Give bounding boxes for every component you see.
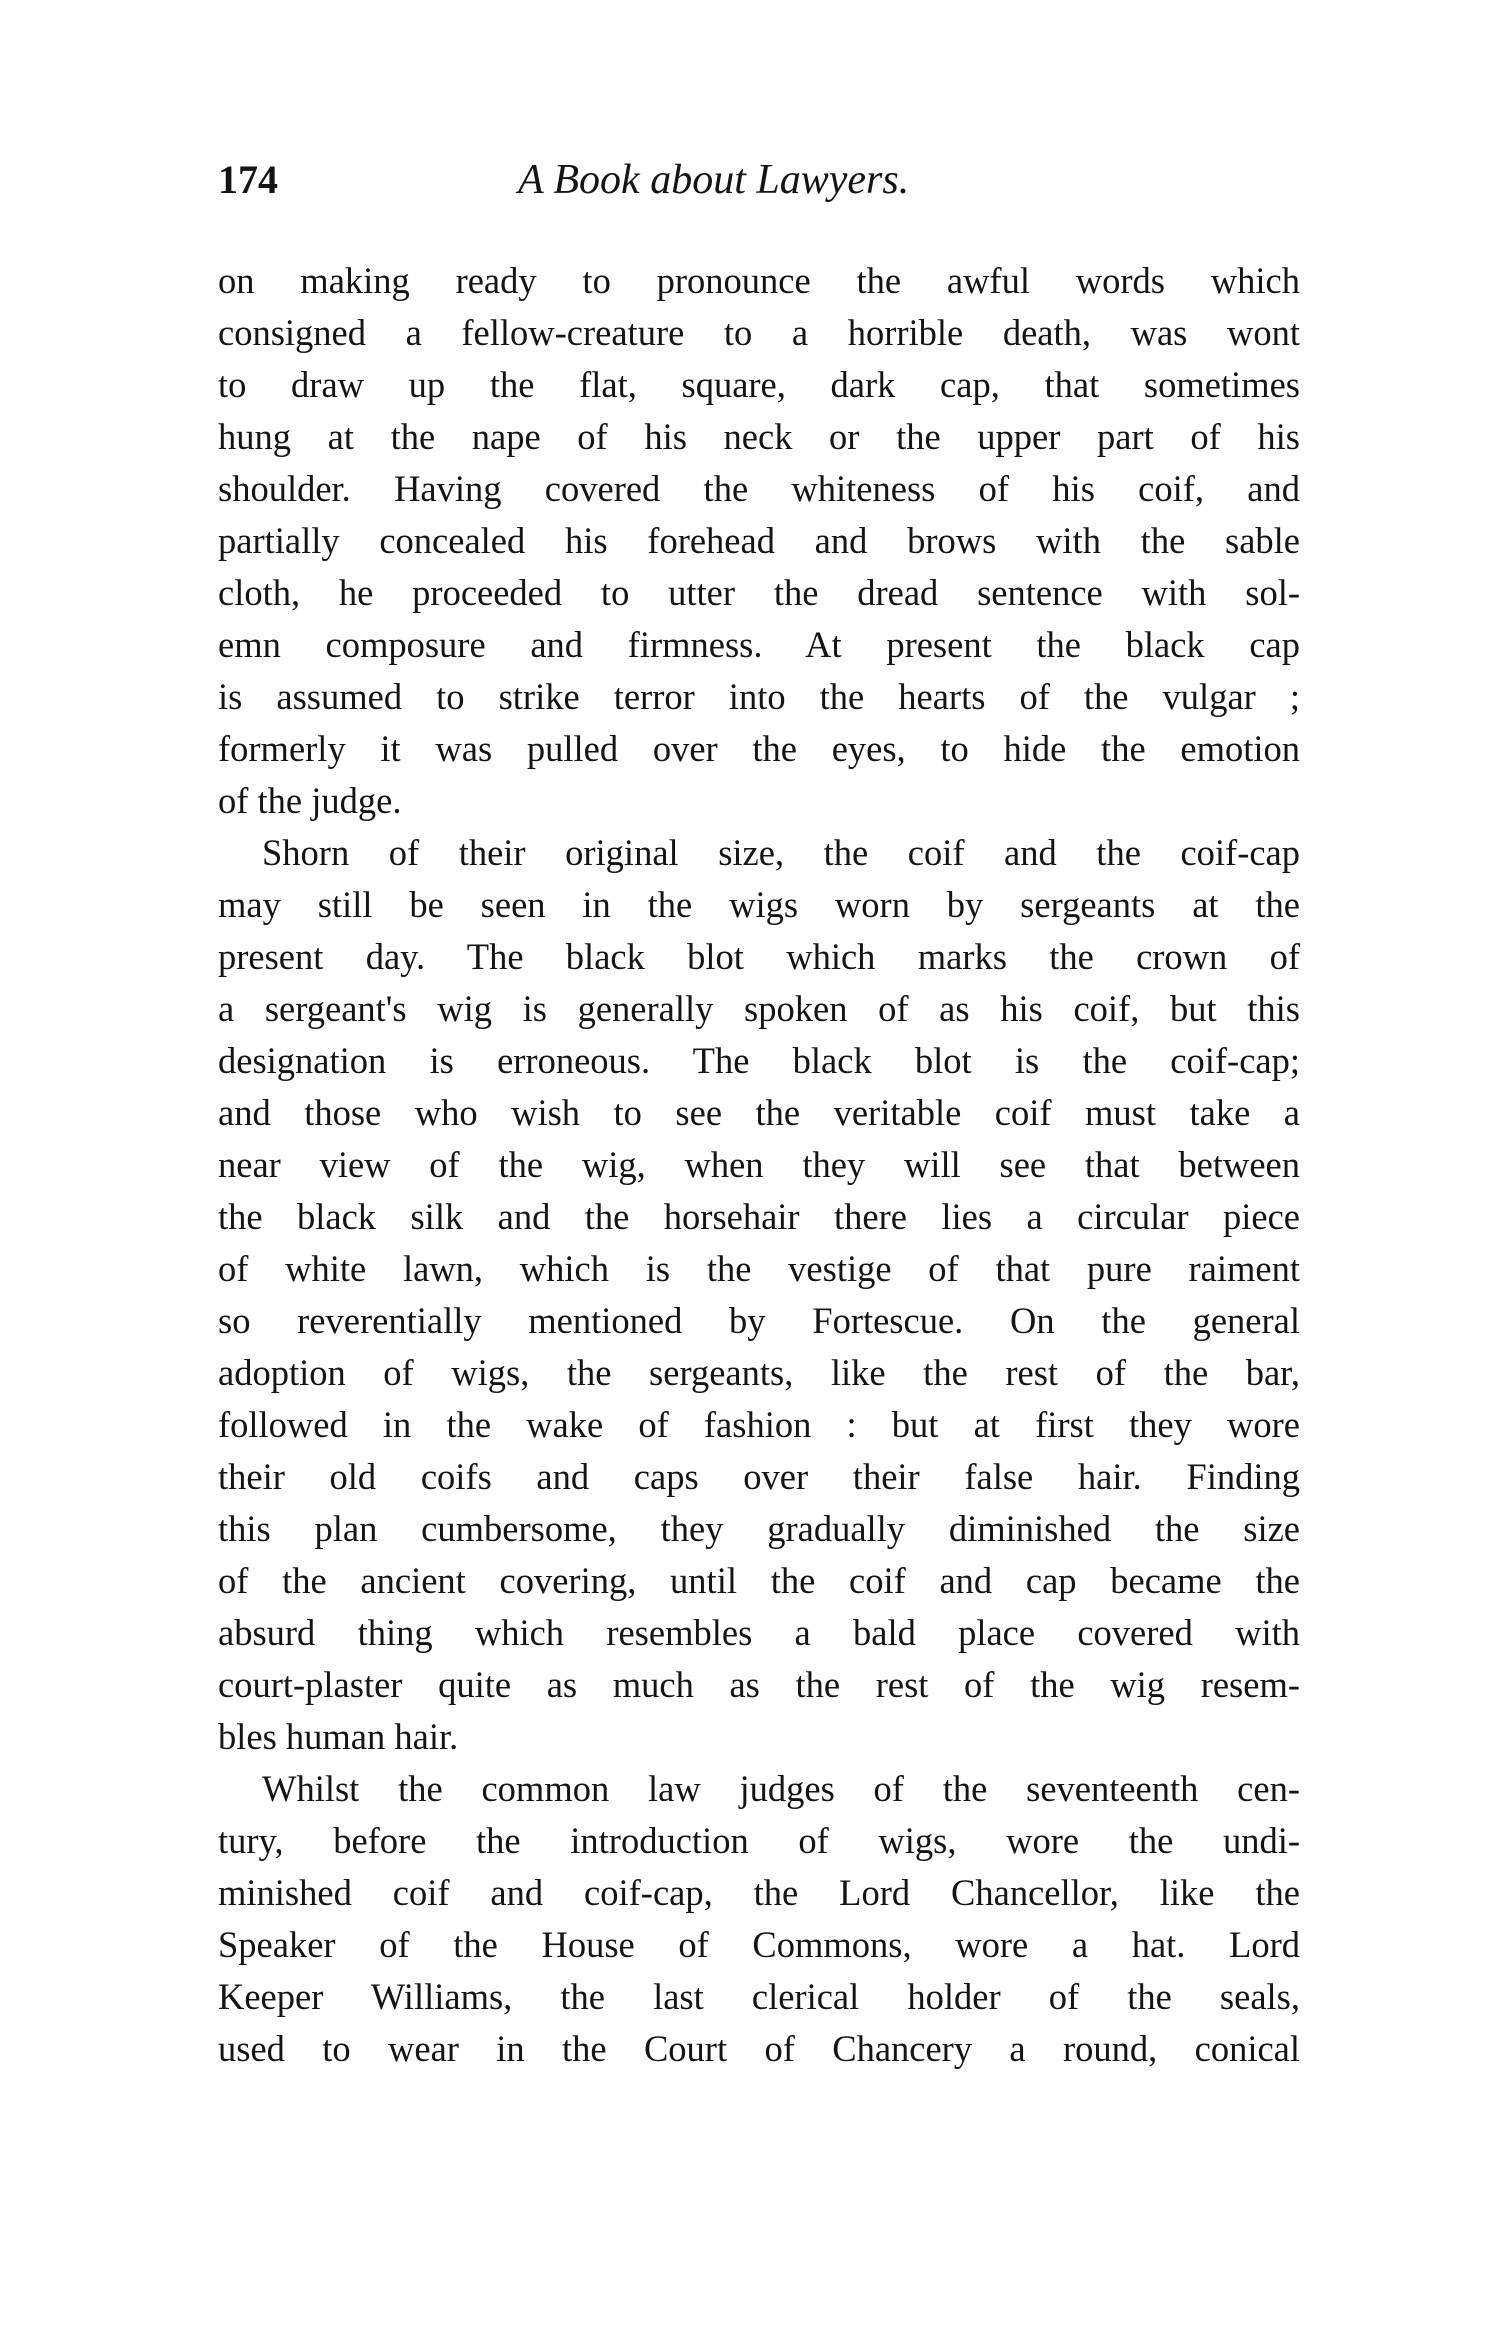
text-line: emn composure and firmness. At present the black cap xyxy=(218,624,1300,665)
text-line: court-plaster quite as much as the rest of the wig resem- xyxy=(218,1664,1300,1705)
text-line: and those who wish to see the veritable coif must take a xyxy=(218,1092,1300,1133)
text-line: Speaker of the House of Commons, wore a hat. Lord xyxy=(218,1924,1300,1965)
text-line: on making ready to pronounce the awful words which xyxy=(218,260,1300,301)
text-line: their old coifs and caps over their false hair. Finding xyxy=(218,1456,1300,1497)
text-line: so reverentially mentioned by Fortescue. On the general xyxy=(218,1300,1300,1341)
text-line: of the judge. xyxy=(218,780,402,821)
text-line: of white lawn, which is the vestige of that pure raiment xyxy=(218,1248,1300,1289)
text-line: is assumed to strike terror into the hearts of the vulgar ; xyxy=(218,676,1300,717)
text-line: to draw up the flat, square, dark cap, that sometimes xyxy=(218,364,1300,405)
text-line: designation is erroneous. The black blot is the coif-cap; xyxy=(218,1040,1300,1081)
text-line: tury, before the introduction of wigs, wore the undi- xyxy=(218,1820,1300,1861)
text-line: near view of the wig, when they will see that between xyxy=(218,1144,1300,1185)
text-line: Keeper Williams, the last clerical holder of the seals, xyxy=(218,1976,1300,2017)
text-line: consigned a fellow-creature to a horrible death, was wont xyxy=(218,312,1300,353)
text-line: a sergeant's wig is generally spoken of as his coif, but this xyxy=(218,988,1300,1029)
text-line: partially concealed his forehead and brows with the sable xyxy=(218,520,1300,561)
text-line: minished coif and coif-cap, the Lord Chancellor, like the xyxy=(218,1872,1300,1913)
text-line: formerly it was pulled over the eyes, to hide the emotion xyxy=(218,728,1300,769)
text-line: of the ancient covering, until the coif and cap became the xyxy=(218,1560,1300,1601)
page-number: 174 xyxy=(218,157,278,202)
text-line: absurd thing which resembles a bald place covered with xyxy=(218,1612,1300,1653)
running-head xyxy=(218,150,1300,210)
text-line: bles human hair. xyxy=(218,1716,459,1757)
text-line: the black silk and the horsehair there lies a circular piece xyxy=(218,1196,1300,1237)
text-line: Shorn of their original size, the coif and the coif-cap xyxy=(262,832,1300,873)
text-line: followed in the wake of fashion : but at first they wore xyxy=(218,1404,1300,1445)
running-title: A Book about Lawyers. xyxy=(518,157,910,203)
text-line: cloth, he proceeded to utter the dread sentence with sol- xyxy=(218,572,1300,613)
text-line: may still be seen in the wigs worn by sergeants at the xyxy=(218,884,1300,925)
text-line: adoption of wigs, the sergeants, like the rest of the bar, xyxy=(218,1352,1300,1393)
text-line: Whilst the common law judges of the seventeenth cen- xyxy=(262,1768,1300,1809)
text-line: used to wear in the Court of Chancery a round, conical xyxy=(218,2028,1300,2069)
text-line: this plan cumbersome, they gradually diminished the size xyxy=(218,1508,1300,1549)
text-line: shoulder. Having covered the whiteness of his coif, and xyxy=(218,468,1300,509)
text-line: present day. The black blot which marks the crown of xyxy=(218,936,1300,977)
text-line: hung at the nape of his neck or the upper part of his xyxy=(218,416,1300,457)
